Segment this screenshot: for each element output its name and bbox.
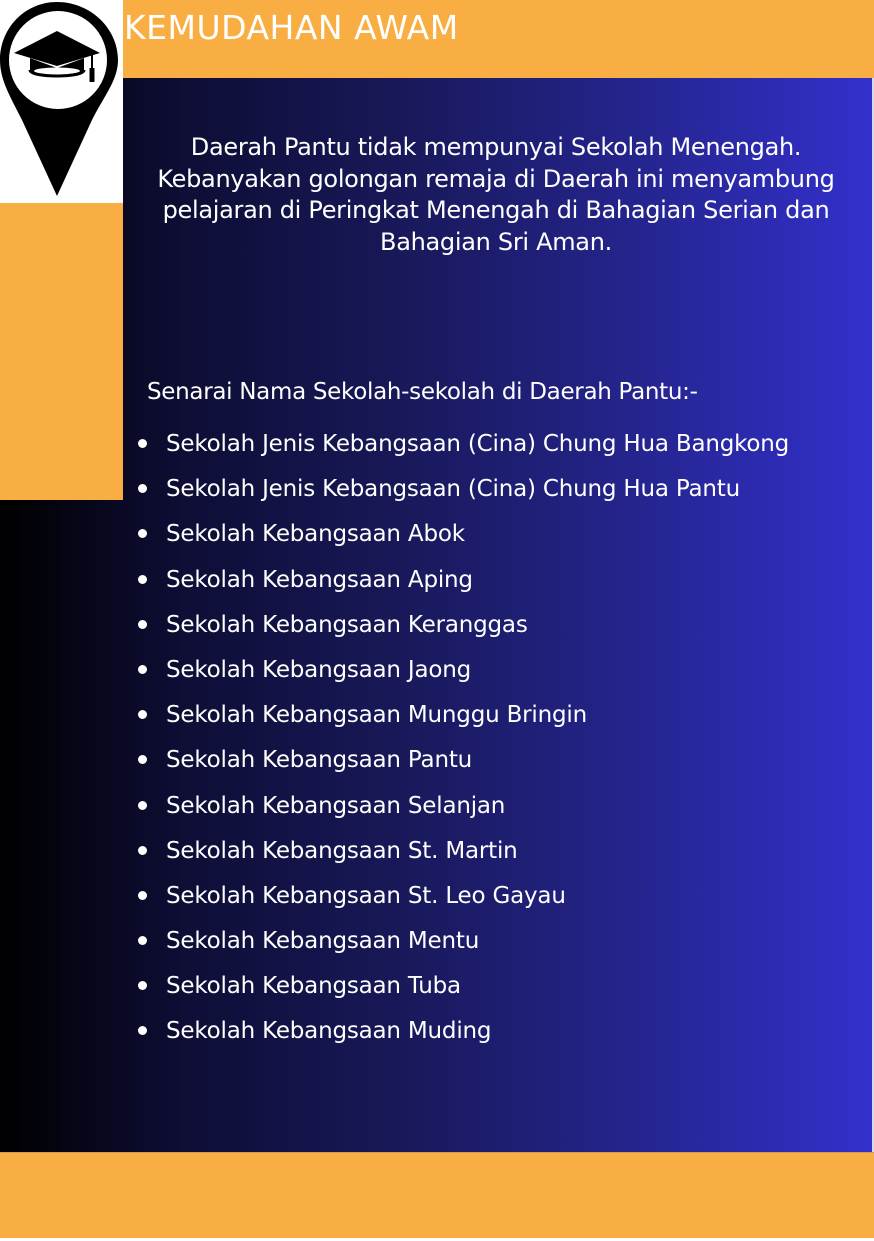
bullet-icon [138,1026,147,1035]
list-item [135,562,789,607]
school-name: Sekolah Kebangsaan Abok [166,521,465,548]
bullet-icon [138,529,147,538]
list-item [135,652,789,697]
school-name: Sekolah Jenis Kebangsaan (Cina) Chung Hua Bangkong [166,431,790,457]
bullet-icon [138,755,147,764]
bullet-icon [138,891,147,900]
list-item [135,923,789,968]
school-name: Sekolah Kebangsaan Keranggas [166,611,528,638]
list-item [135,788,789,833]
bullet-icon [138,575,147,584]
bullet-icon [138,846,147,855]
list-item [135,471,789,516]
page-title: KEMUDAHAN AWAM [124,8,459,47]
bullet-icon [138,981,147,990]
school-name: Sekolah Kebangsaan St. Martin [166,837,518,864]
school-name: Sekolah Kebangsaan Muding [166,1018,492,1045]
bullet-icon [138,710,147,719]
school-name: Sekolah Kebangsaan Pantu [166,747,473,774]
list-item [135,607,789,652]
list-item [135,1013,789,1058]
education-location-pin-icon [0,0,123,203]
bullet-icon [138,665,147,674]
school-list-heading: Senarai Nama Sekolah-sekolah di Daerah Pantu:- [147,379,698,405]
list-item [135,697,789,742]
school-name: Sekolah Kebangsaan Aping [166,566,473,593]
school-name: Sekolah Kebangsaan Munggu Bringin [166,702,587,729]
list-item [135,968,789,1013]
bullet-icon [138,936,147,945]
bullet-icon [138,484,147,493]
list-item [135,426,789,471]
list-item [135,833,789,878]
header-band [0,0,874,78]
logo [0,0,123,203]
school-name: Sekolah Kebangsaan Jaong [166,656,472,683]
intro-paragraph: Daerah Pantu tidak mempunyai Sekolah Menengah. Kebanyakan golongan remaja di Daerah ini menyambung pelajaran di Peringkat Menengah di Bahagian Serian dan Bahagian Sri Aman. [157,133,835,256]
bullet-icon [138,801,147,810]
school-list [135,426,789,1059]
list-item [135,742,789,787]
bullet-icon [138,439,147,448]
school-name: Sekolah Kebangsaan Tuba [166,973,461,1000]
bullet-icon [138,620,147,629]
school-name: Sekolah Kebangsaan Mentu [166,928,480,955]
footer-band [0,1152,874,1238]
side-accent-bar [0,203,123,500]
list-item [135,516,789,561]
school-name: Sekolah Jenis Kebangsaan (Cina) Chung Hua Pantu [166,476,740,503]
school-name: Sekolah Kebangsaan Selanjan [166,792,506,819]
list-item [135,878,789,923]
school-name: Sekolah Kebangsaan St. Leo Gayau [166,882,566,909]
